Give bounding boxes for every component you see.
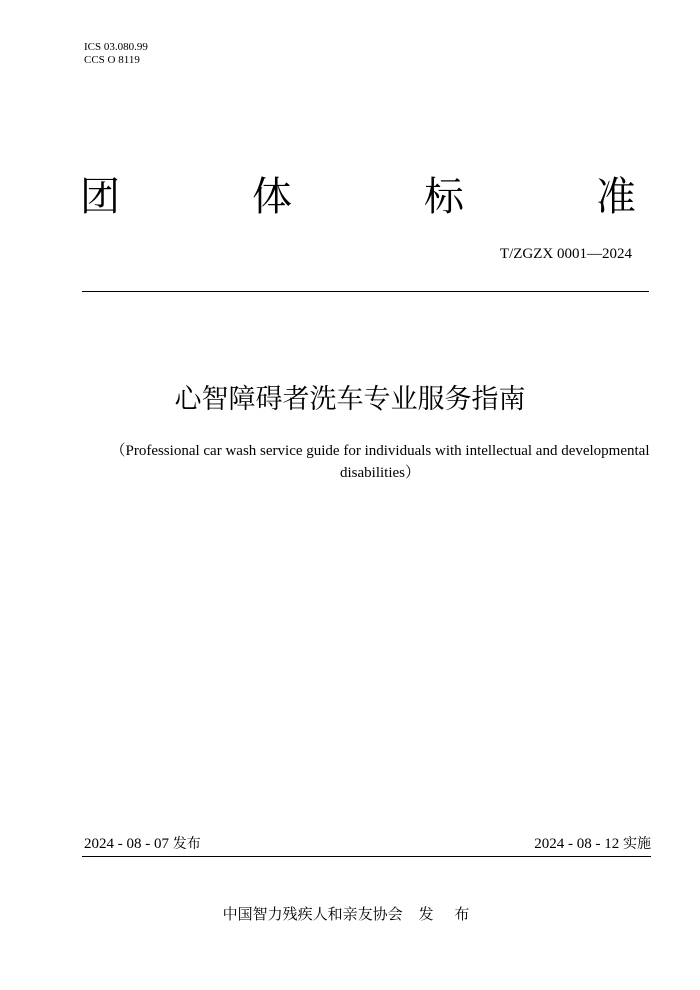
classification-codes — [84, 41, 148, 67]
standard-type-char-4: 准 — [596, 174, 636, 220]
publish-date: 2024 - 08 - 07 — [84, 836, 169, 852]
document-title-english: （Professional car wash service guide for individuals with intellectual and developmental disabilities） — [110, 443, 650, 481]
effective-date-line — [534, 834, 651, 854]
standard-type-char-1: 团 — [80, 174, 120, 220]
standard-type-char-2: 体 — [252, 174, 292, 220]
bottom-divider — [82, 856, 651, 857]
document-title-chinese: 心智障碍者洗车专业服务指南 — [174, 384, 526, 415]
ccs-code: CCS O 8119 — [84, 54, 140, 66]
effective-date: 2024 - 08 - 12 — [534, 836, 620, 852]
standard-number: T/ZGZX 0001—2024 — [499, 246, 632, 262]
effective-label: 实施 — [623, 836, 651, 852]
issuer-line — [0, 903, 700, 925]
top-divider — [82, 291, 649, 292]
standard-type-char-3: 标 — [424, 174, 464, 220]
standard-type-heading — [80, 172, 636, 222]
issuer-organization: 中国智力残疾人和亲友协会 — [222, 905, 403, 923]
ics-code: ICS 03.080.99 — [84, 41, 148, 53]
publish-date-line — [84, 834, 201, 854]
issuer-action: 发 布 — [418, 905, 478, 923]
publish-label: 发布 — [172, 836, 201, 852]
